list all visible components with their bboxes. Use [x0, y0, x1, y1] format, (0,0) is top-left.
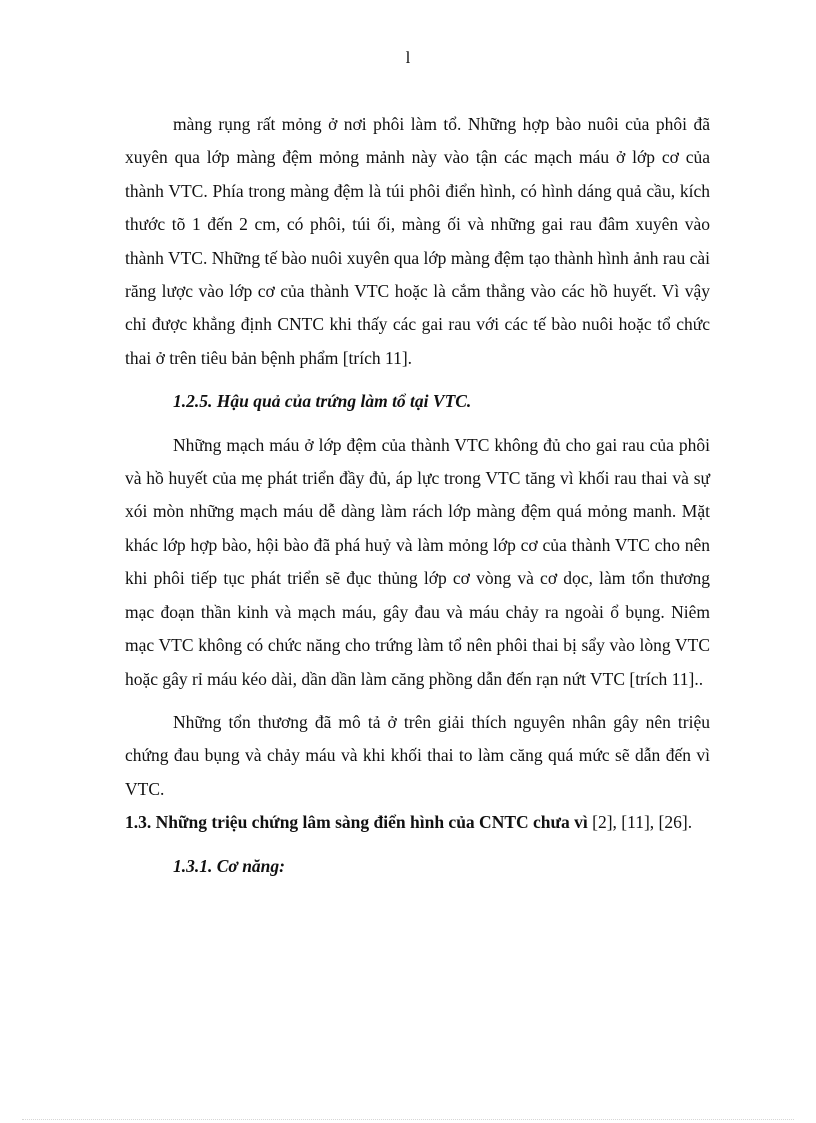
- paragraph-lesions-explanation: Những tổn thương đã mô tả ở trên giải thích nguyên nhân gây nên triệu chứng đau bụng và chảy máu và khi khối thai to làm căng quá mức sẽ dẫn đến vì VTC.: [125, 711, 710, 799]
- section-heading-1-3-title: 1.3. Những triệu chứng lâm sàng điển hình của CNTC chưa vì: [125, 812, 588, 833]
- paragraph-consequences: Những mạch máu ở lớp đệm của thành VTC không đủ cho gai rau của phôi và hồ huyết của mẹ phát triển đầy đủ, áp lực trong VTC tăng vì khối rau thai và sự xói mòn những mạch máu dễ dàng làm rách lớp màng đệm quá mỏng manh. Mặt khác lớp hợp bào, hội bào đã phá huỷ và làm mỏng lớp cơ của thành VTC cho nên khi phôi tiếp tục phát triển sẽ đục thủng lớp cơ vòng và cơ dọc, làm tổn thương mạc đoạn thần kinh và mạch máu, gây đau và máu chảy ra ngoài ổ bụng. Niêm mạc VTC không có chức năng cho trứng làm tổ nên phôi thai bị sẩy vào lòng VTC hoặc gây rỉ máu kéo dài, dần dần làm căng phồng dẫn đến rạn nứt VTC [trích 11]..: [125, 434, 710, 689]
- section-heading-1-3-references: [2], [11], [26].: [587, 812, 693, 833]
- page-bottom-divider: [22, 1119, 794, 1120]
- page-number: l: [405, 48, 411, 67]
- document-body: [125, 108, 710, 883]
- paragraph-embryo-implantation: màng rụng rất mỏng ở nơi phôi làm tổ. Những hợp bào nuôi của phôi đã xuyên qua lớp màng đệm mỏng mảnh này vào tận các mạch máu ở lớp cơ của thành VTC. Phía trong màng đệm là túi phôi điển hình, có hình dáng quả cầu, kích thước tõ 1 đến 2 cm, có phôi, túi ối, màng ối và những gai rau đâm xuyên vào thành VTC. Những tế bào nuôi xuyên qua lớp màng đệm tạo thành hình ảnh rau cài răng lược vào lớp cơ của thành VTC hoặc là cắm thẳng vào các hồ huyết. Vì vậy chỉ được khẳng định CNTC khi thấy các gai rau với các tế bào nuôi hoặc tổ chức thai ở trên tiêu bản bệnh phẩm [trích 11].: [125, 114, 710, 368]
- section-heading-1-3-1: 1.3.1. Cơ năng:: [173, 855, 285, 876]
- section-heading-1-3: [125, 806, 710, 839]
- section-heading-1-2-5: 1.2.5. Hậu quả của trứng làm tổ tại VTC.: [173, 391, 472, 412]
